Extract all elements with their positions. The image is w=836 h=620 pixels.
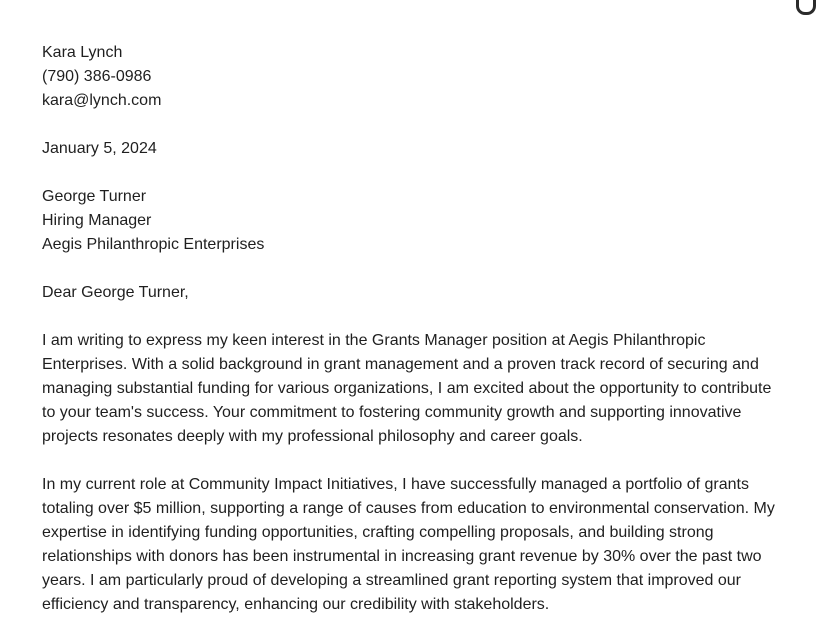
paragraph-2 <box>42 473 822 617</box>
paragraph-line: totaling over $5 million, supporting a range of causes from education to environmental conservation. My <box>42 500 775 517</box>
recipient-company: Aegis Philanthropic Enterprises <box>42 236 265 253</box>
paragraph-line: managing substantial funding for various organizations, I am excited about the opportunity to contribute <box>42 380 772 397</box>
paragraph-line: relationships with donors has been instrumental in increasing grant revenue by 30% over the past two <box>42 548 762 565</box>
paragraph-line: expertise in identifying funding opportunities, crafting compelling proposals, and building strong <box>42 524 714 541</box>
sender-name: Kara Lynch <box>42 44 123 61</box>
paragraph-line: years. I am particularly proud of developing a streamlined grant reporting system that improved our <box>42 572 742 589</box>
paragraph-line: efficiency and transparency, enhancing our credibility with stakeholders. <box>42 596 550 613</box>
paragraph-line: to your team's success. Your commitment to fostering community growth and supporting innovative <box>42 404 742 421</box>
partial-glyph-icon <box>796 0 816 15</box>
letter-date: January 5, 2024 <box>42 140 157 157</box>
paragraph-line: In my current role at Community Impact Initiatives, I have successfully managed a portfolio of grants <box>42 476 749 493</box>
salutation: Dear George Turner, <box>42 284 189 301</box>
recipient-name: George Turner <box>42 188 147 205</box>
cover-letter <box>42 41 822 617</box>
paragraph-1 <box>42 329 822 449</box>
sender-email: kara@lynch.com <box>42 92 162 109</box>
paragraph-line: projects resonates deeply with my professional philosophy and career goals. <box>42 428 583 445</box>
paragraph-line: Enterprises. With a solid background in grant management and a proven track record of securing and <box>42 356 759 373</box>
sender-phone: (790) 386-0986 <box>42 68 152 85</box>
recipient-title: Hiring Manager <box>42 212 152 229</box>
paragraph-line: I am writing to express my keen interest in the Grants Manager position at Aegis Philanthropic <box>42 332 706 349</box>
